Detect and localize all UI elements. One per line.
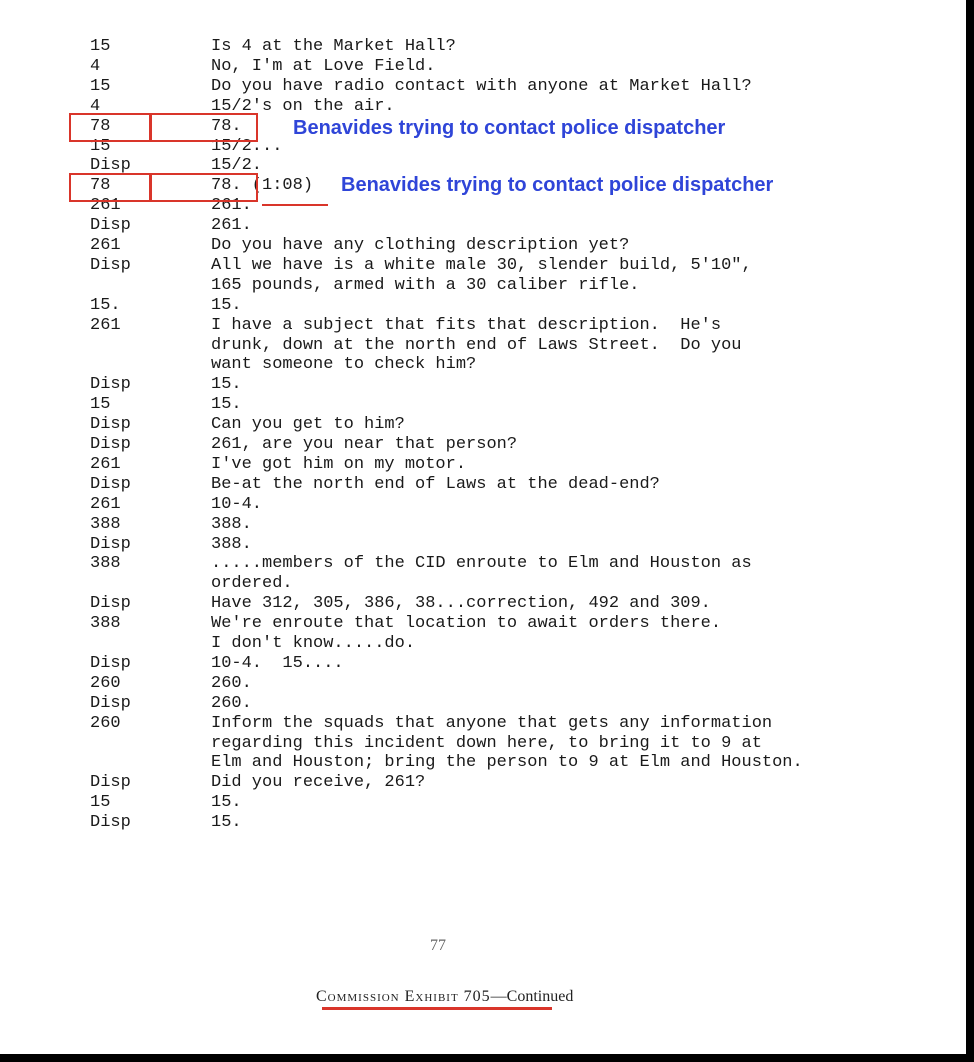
speaker-unit: 15: [90, 395, 111, 415]
transmission-text: Can you get to him?: [211, 415, 405, 435]
speaker-unit: 4: [90, 96, 101, 116]
footer-exhibit: Commission Exhibit 705: [316, 988, 491, 1005]
transmission-text: 15/2.: [211, 156, 263, 176]
transmission-text: We're enroute that location to await orders there.: [211, 614, 722, 634]
highlight-box-78-unit-2: [69, 173, 151, 202]
speaker-unit: Disp: [90, 474, 131, 494]
annotation-1: Benavides trying to contact police dispatcher: [293, 117, 726, 139]
transmission-text: 388.: [211, 534, 252, 554]
annotation-2: Benavides trying to contact police dispatcher: [341, 174, 774, 196]
transmission-text: .....members of the CID enroute to Elm and Houston as: [211, 554, 752, 574]
transmission-text: 15.: [211, 395, 242, 415]
speaker-unit: 78: [90, 176, 111, 196]
transmission-text: Do you have any clothing description yet?: [211, 236, 630, 255]
speaker-unit: 261: [90, 494, 121, 514]
transmission-text: ordered.: [211, 574, 293, 594]
transmission-text: No, I'm at Love Field.: [211, 56, 436, 76]
speaker-unit: 261: [90, 196, 121, 216]
speaker-unit: 261: [90, 454, 121, 474]
page-number: 77: [430, 937, 446, 954]
transmission-text: Be-at the north end of Laws at the dead-end?: [211, 474, 660, 494]
transmission-text: Do you have radio contact with anyone at Market Hall?: [211, 76, 752, 96]
speaker-unit: Disp: [90, 415, 131, 435]
speaker-unit: Disp: [90, 534, 131, 554]
speaker-unit: 15: [90, 76, 111, 96]
speaker-unit: 15: [90, 793, 111, 813]
transmission-text: want someone to check him?: [211, 355, 477, 375]
transmission-text: 15.: [211, 793, 242, 813]
transmission-text: 10-4. 15....: [211, 653, 344, 673]
transmission-text: I have a subject that fits that description. He's: [211, 315, 722, 335]
speaker-unit: Disp: [90, 594, 131, 614]
speaker-unit: 261: [90, 315, 121, 335]
transmission-text: Is 4 at the Market Hall?: [211, 37, 456, 56]
transmission-text: All we have is a white male 30, slender build, 5'10",: [211, 255, 752, 275]
transmission-text: 15.: [211, 295, 242, 315]
transmission-text: 78. (1:08): [211, 176, 314, 196]
transmission-text: Elm and Houston; bring the person to 9 at Elm and Houston.: [211, 753, 803, 773]
speaker-unit: Disp: [90, 435, 131, 454]
transmission-text: 15.: [211, 375, 242, 395]
speaker-unit: 260: [90, 713, 121, 733]
speaker-unit: 388: [90, 514, 121, 534]
speaker-unit: Disp: [90, 156, 131, 176]
speaker-unit: Disp: [90, 813, 131, 833]
speaker-unit: 388: [90, 554, 121, 574]
transmission-text: 10-4.: [211, 494, 263, 514]
speaker-unit: Disp: [90, 255, 131, 275]
speaker-unit: Disp: [90, 653, 131, 673]
transmission-text: 165 pounds, armed with a 30 caliber rifle.: [211, 275, 640, 295]
transmission-text: Have 312, 305, 386, 38...correction, 492 and 309.: [211, 594, 711, 614]
transmission-text: regarding this incident down here, to bring it to 9 at: [211, 733, 762, 753]
speaker-unit: 15.: [90, 295, 121, 315]
transmission-text: 261.: [211, 196, 252, 216]
transmission-text: 261.: [211, 216, 252, 236]
highlight-box-78-text-2: [150, 173, 258, 202]
footer-caption: [316, 988, 573, 1006]
speaker-unit: Disp: [90, 216, 131, 236]
speaker-unit: Disp: [90, 773, 131, 793]
transmission-text: 15.: [211, 813, 242, 833]
transmission-text: 260.: [211, 673, 252, 693]
highlight-box-78-unit-1: [69, 113, 151, 142]
transmission-text: Did you receive, 261?: [211, 773, 426, 793]
transmission-text: Inform the squads that anyone that gets any information: [211, 713, 773, 733]
transmission-text: 15/2...: [211, 136, 283, 156]
transmission-text: 388.: [211, 514, 252, 534]
speaker-unit: 261: [90, 236, 121, 255]
transmission-text: I've got him on my motor.: [211, 454, 467, 474]
speaker-unit: 260: [90, 673, 121, 693]
transmission-text: drunk, down at the north end of Laws Street. Do you: [211, 335, 742, 355]
transmission-text: I don't know.....do.: [211, 634, 416, 653]
footer-continued: —Continued: [490, 988, 574, 1005]
transmission-text: 261, are you near that person?: [211, 435, 518, 454]
transmission-text: 15/2's on the air.: [211, 96, 395, 116]
speaker-unit: Disp: [90, 375, 131, 395]
time-underline: [262, 204, 328, 206]
speaker-unit: 4: [90, 56, 101, 76]
speaker-unit: 15: [90, 37, 111, 56]
transmission-text: 260.: [211, 693, 252, 713]
speaker-unit: 78: [90, 116, 111, 136]
transmission-text: 78.: [211, 116, 242, 136]
speaker-unit: Disp: [90, 693, 131, 713]
footer-underline: [322, 1007, 552, 1010]
speaker-unit: 388: [90, 614, 121, 634]
speaker-unit: 15: [90, 136, 111, 156]
highlight-box-78-text-1: [150, 113, 258, 142]
